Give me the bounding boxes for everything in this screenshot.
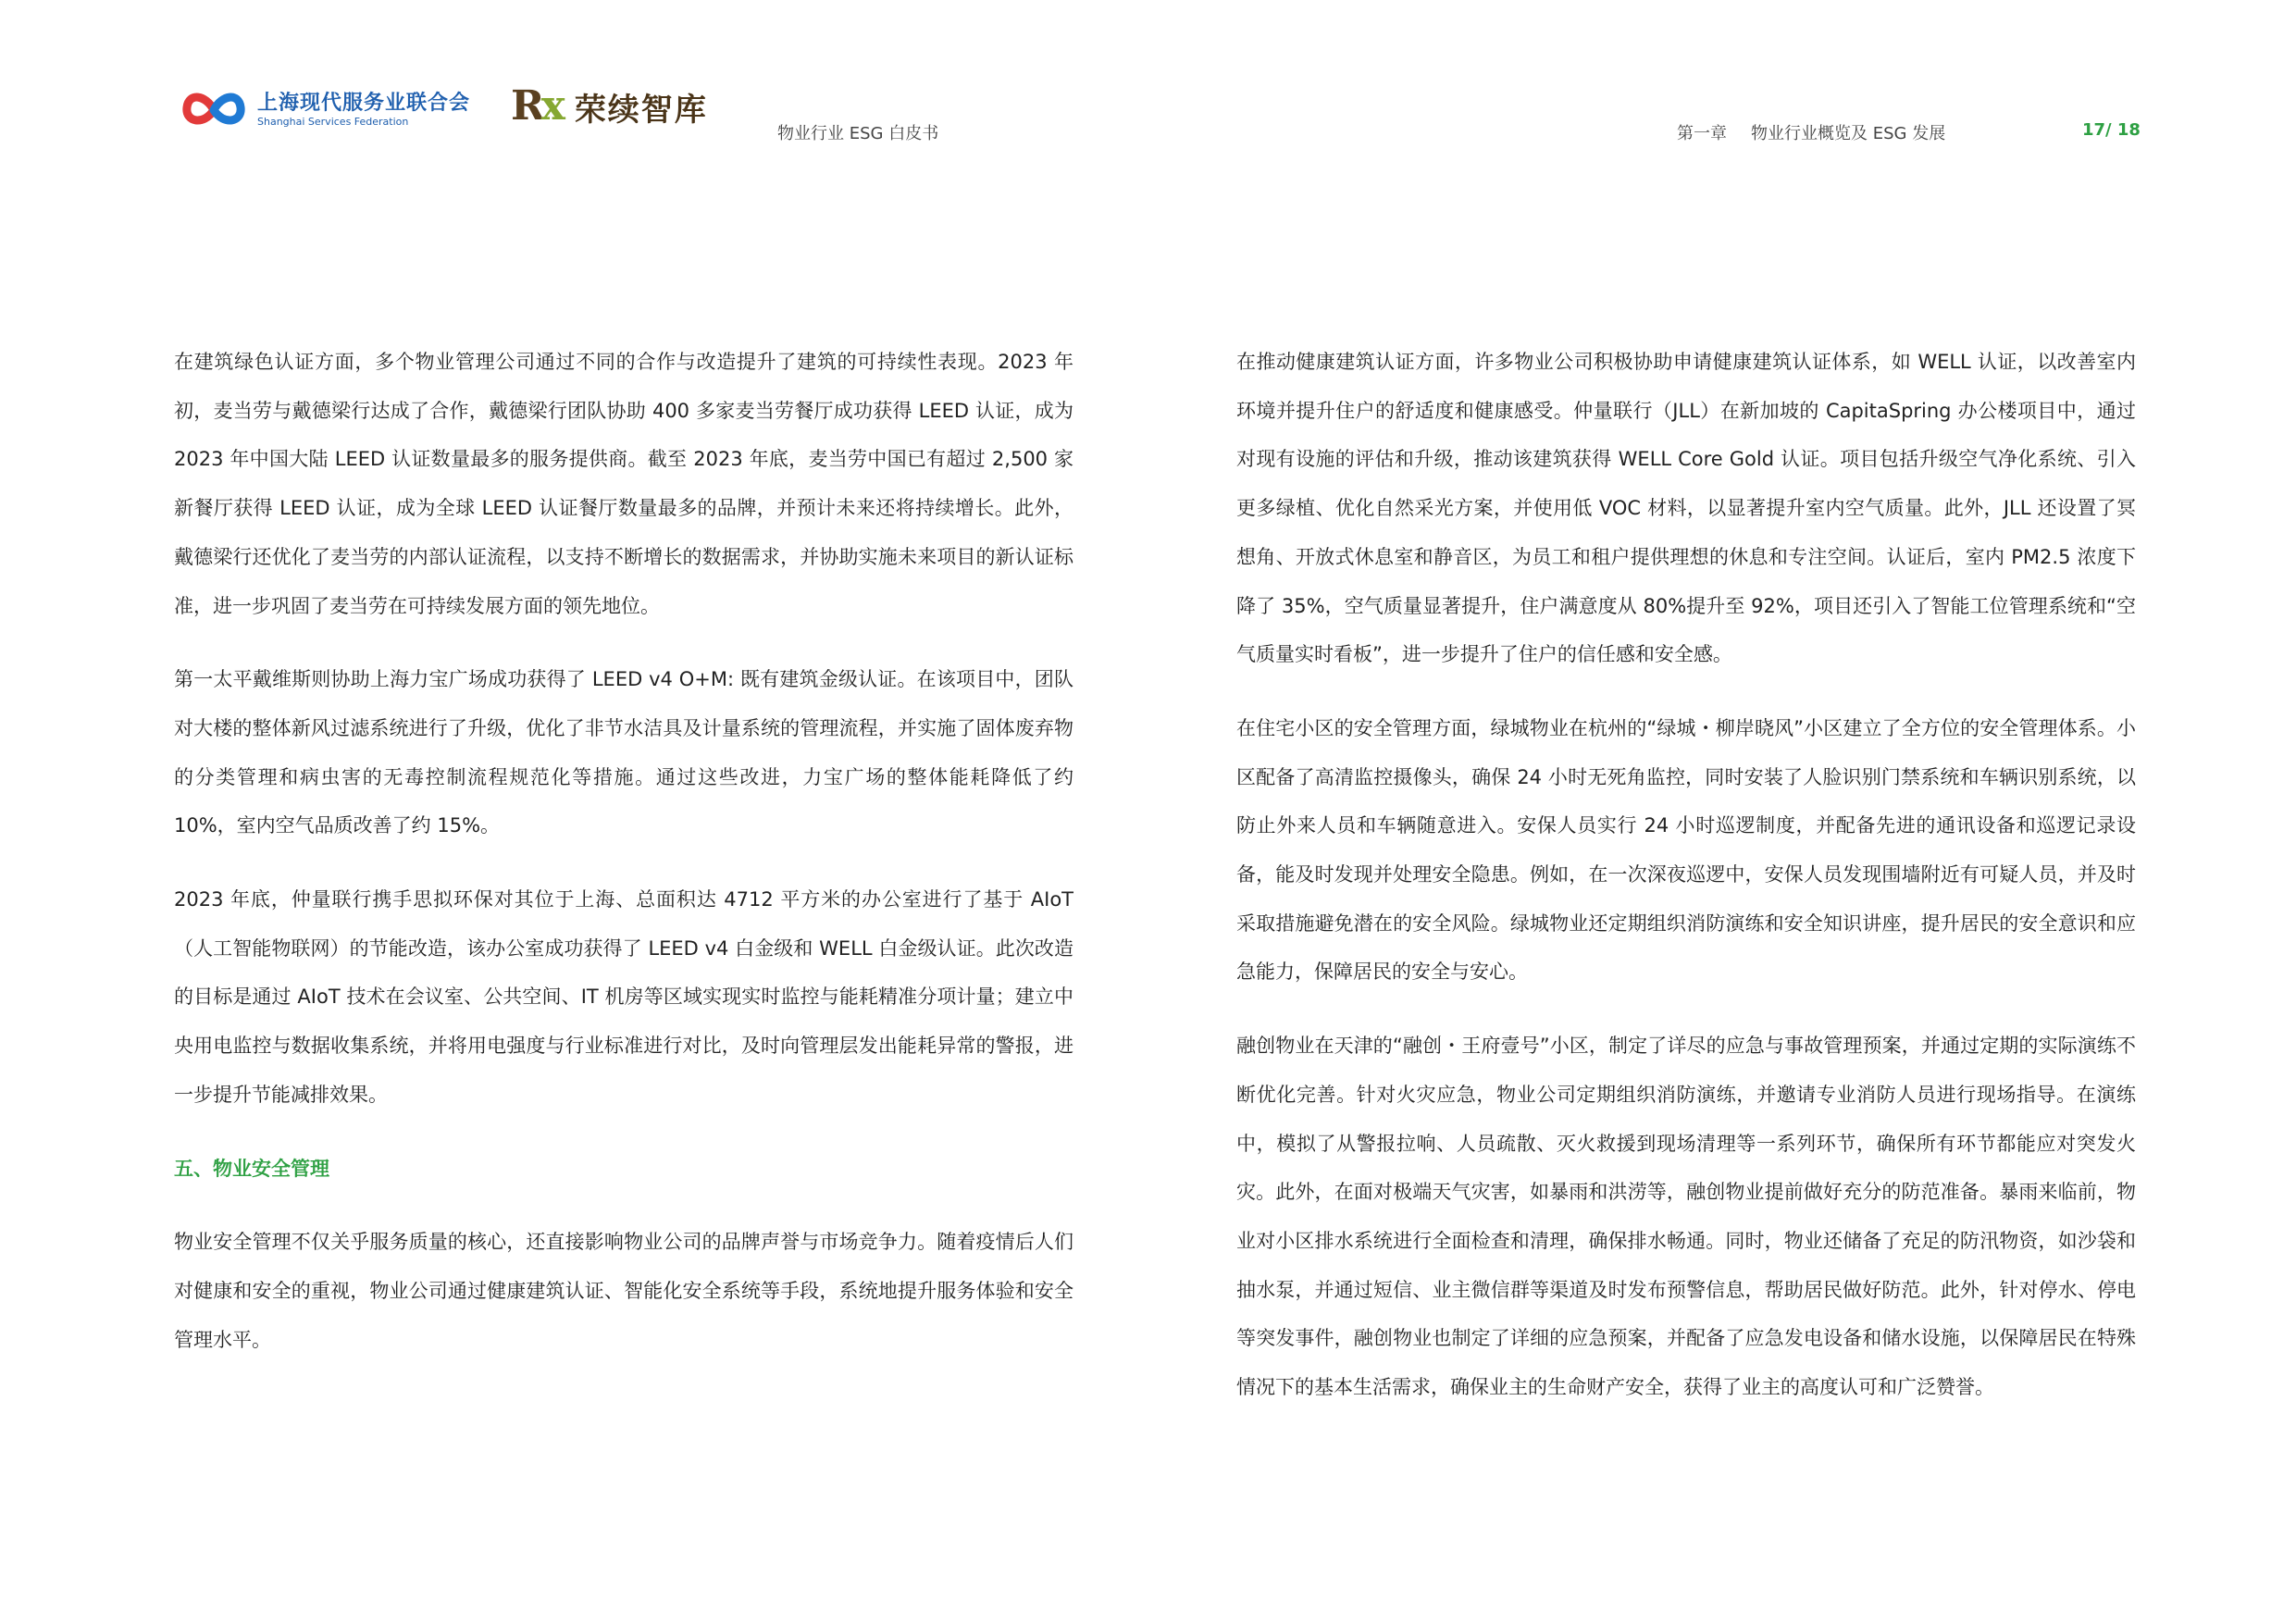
federation-name-cn: 上海现代服务业联合会 bbox=[257, 92, 471, 115]
federation-logo bbox=[181, 85, 470, 135]
think-tank-name: 荣续智库 bbox=[574, 91, 708, 129]
paragraph-well-certification: 在推动健康建筑认证方面，许多物业公司积极协助申请健康建筑认证体系，如 WELL 认证，以改善室内环境并提升住户的舒适度和健康感受。仲量联行（JLL）在新加坡的 CapitaSpring 办公楼项目中，通过对现有设施的评估和升级，推动该建筑获得 WELL Core Gold 认证。项目包括升级空气净化系统、引入更多绿植、优化自然采光方案，并使用低 VOC 材料，以显著提升室内空气质量。此外，JLL 还设置了冥想角、开放式休息室和静音区，为员工和租户提供理想的休息和专注空间。认证后，室内 PM2.5 浓度下降了 35%，空气质量显著提升，住户满意度从 80%提升至 92%，项目还引入了智能工位管理系统和“空气质量实时看板”，进一步提升了住户的信任感和安全感。 bbox=[1236, 351, 2136, 666]
page-number: 17/ 18 bbox=[2082, 120, 2141, 140]
paragraph-savills-lippo: 第一太平戴维斯则协助上海力宝广场成功获得了 LEED v4 O+M: 既有建筑金级认证。在该项目中，团队对大楼的整体新风过滤系统进行了升级，优化了非节水洁具及计量系统的管理流程，并实施了固体废弃物的分类管理和病虫害的无毒控制流程规范化等措施。通过这些改进，力宝广场的整体能耗降低了约 10%，室内空气品质改善了约 15%。 bbox=[174, 668, 1074, 837]
paragraph-greentown-security: 在住宅小区的安全管理方面，绿城物业在杭州的“绿城・柳岸晓风”小区建立了全方位的安全管理体系。小区配备了高清监控摄像头，确保 24 小时无死角监控，同时安装了人脸识别门禁系统和车辆识别系统，以防止外来人员和车辆随意进入。安保人员实行 24 小时巡逻制度，并配备先进的通讯设备和巡逻记录设备，能及时发现并处理安全隐患。例如，在一次深夜巡逻中，安保人员发现围墙附近有可疑人员，并及时采取措施避免潜在的安全风险。绿城物业还定期组织消防演练和安全知识讲座，提升居民的安全意识和应急能力，保障居民的安全与安心。 bbox=[1236, 716, 2136, 984]
left-column bbox=[174, 338, 1074, 1389]
document-title: 物业行业 ESG 白皮书 bbox=[777, 124, 939, 143]
paragraph-jll-aiot: 2023 年底，仲量联行携手思拟环保对其位于上海、总面积达 4712 平方米的办公室进行了基于 AIoT（人工智能物联网）的节能改造，该办公室成功获得了 LEED v4 白金级和 WELL 白金级认证。此次改造的目标是通过 AIoT 技术在会议室、公共空间、IT 机房等区域实现实时监控与能耗精准分项计量；建立中央用电监控与数据收集系统，并将用电强度与行业标准进行对比，及时向管理层发出能耗异常的警报，进一步提升节能减排效果。 bbox=[174, 888, 1074, 1106]
think-tank-logo bbox=[511, 83, 708, 130]
paragraph-sunac-emergency: 融创物业在天津的“融创・王府壹号”小区，制定了详尽的应急与事故管理预案，并通过定期的实际演练不断优化完善。针对火灾应急，物业公司定期组织消防演练，并邀请专业消防人员进行现场指导。在演练中，模拟了从警报拉响、人员疏散、灭火救援到现场清理等一系列环节，确保所有环节都能应对突发火灾。此外，在面对极端天气灾害，如暴雨和洪涝等，融创物业提前做好充分的防范准备。暴雨来临前，物业对小区排水系统进行全面检查和清理，确保排水畅通。同时，物业还储备了充足的防汛物资，如沙袋和抽水泵，并通过短信、业主微信群等渠道及时发布预警信息，帮助居民做好防范。此外，针对停水、停电等突发事件，融创物业也制定了详细的应急预案，并配备了应急发电设备和储水设施，以保障居民在特殊情况下的基本生活需求，确保业主的生命财产安全，获得了业主的高度认可和广泛赞誉。 bbox=[1236, 1035, 2136, 1399]
chapter-number: 第一章 bbox=[1677, 124, 1727, 143]
federation-name-en: Shanghai Services Federation bbox=[257, 116, 409, 128]
chapter-heading bbox=[1677, 120, 1945, 144]
page-header bbox=[0, 0, 2296, 157]
paragraph-green-certification: 在建筑绿色认证方面，多个物业管理公司通过不同的合作与改造提升了建筑的可持续性表现。2023 年初，麦当劳与戴德梁行达成了合作，戴德梁行团队协助 400 多家麦当劳餐厅成功获得 LEED 认证，成为 2023 年中国大陆 LEED 认证数量最多的服务提供商。截至 2023 年底，麦当劳中国已有超过 2,500 家新餐厅获得 LEED 认证，成为全球 LEED 认证餐厅数量最多的品牌，并预计未来还将持续增长。此外，戴德梁行还优化了麦当劳的内部认证流程，以支持不断增长的数据需求，并协助实施未来项目的新认证标准，进一步巩固了麦当劳在可持续发展方面的领先地位。 bbox=[174, 351, 1074, 617]
chapter-title: 物业行业概览及 ESG 发展 bbox=[1751, 124, 1946, 143]
right-column bbox=[1236, 338, 2136, 1437]
section-heading-safety: 五、物业安全管理 bbox=[174, 1157, 329, 1180]
paragraph-safety-intro: 物业安全管理不仅关乎服务质量的核心，还直接影响物业公司的品牌声誉与市场竞争力。随着疫情后人们对健康和安全的重视，物业公司通过健康建筑认证、智能化安全系统等手段，系统地提升服务体验和安全管理水平。 bbox=[174, 1231, 1074, 1351]
think-tank-emblem-icon: Rx bbox=[511, 82, 562, 130]
federation-emblem-icon bbox=[181, 85, 246, 135]
